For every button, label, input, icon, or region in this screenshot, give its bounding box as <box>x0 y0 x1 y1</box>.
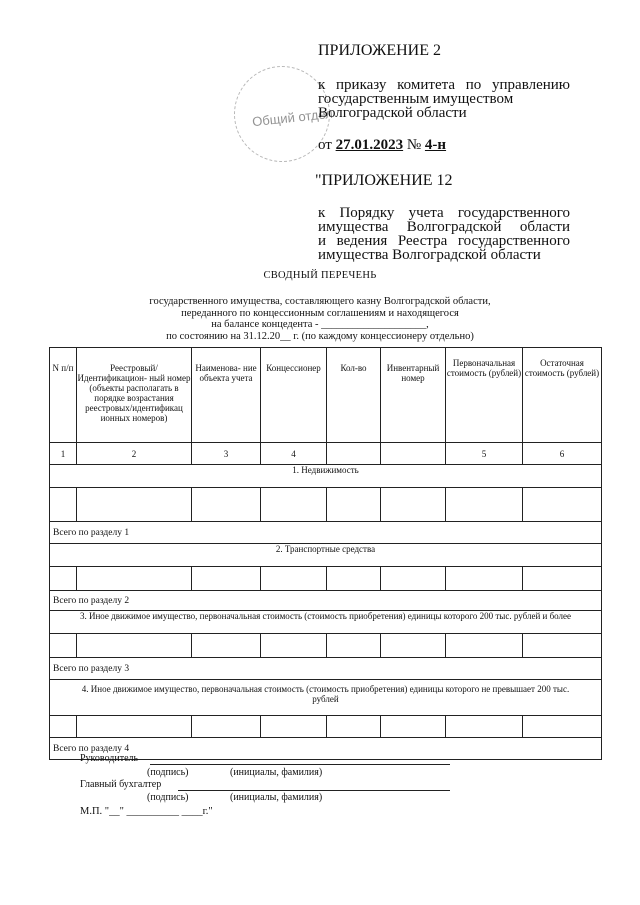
order-line: государственным имуществом <box>318 91 514 107</box>
total-row <box>50 658 602 680</box>
data-row <box>50 634 602 658</box>
head-initials-caption: (инициалы, фамилия) <box>230 767 323 778</box>
col-header-registry-number: Реестровый/ Идентификацион- ный номер (объекты располагать в порядке возрастания реестровых/идентификац ионных номеров) <box>77 348 192 443</box>
procedure-line: к Порядку учета государственного <box>318 205 570 221</box>
procedure-reference <box>318 206 570 262</box>
head-signature-line <box>150 764 450 765</box>
numbers-row <box>50 443 602 465</box>
col-header-initial-cost: Первоначальная стоимость (рублей) <box>446 348 523 443</box>
total-row <box>50 591 602 611</box>
section-title: 3. Иное движимое имущество, первоначальная стоимость (стоимость приобретения) единицы которого 200 тыс. рублей и более <box>50 611 602 634</box>
summary-table <box>49 347 602 760</box>
section-title: 1. Недвижимость <box>50 465 602 488</box>
col-header-concessionaire: Концессионер <box>261 348 327 443</box>
order-number-prefix: № <box>406 137 422 153</box>
col-header-object-name: Наименова- ние объекта учета <box>192 348 261 443</box>
col-number: 4 <box>261 443 327 465</box>
order-date-line <box>318 138 446 152</box>
section-title: 2. Транспортные средства <box>50 544 602 567</box>
stamp-text: Общий отдел <box>251 105 334 130</box>
col-number: 2 <box>77 443 192 465</box>
data-row <box>50 567 602 591</box>
total-row <box>50 522 602 544</box>
subtitle-line: переданного по концессионным соглашениям и находящегося <box>181 307 459 319</box>
procedure-line: имущества Волгоградской области <box>318 219 570 235</box>
order-number: 4-н <box>424 137 447 153</box>
col-number: 1 <box>50 443 77 465</box>
doc-title: СВОДНЫЙ ПЕРЕЧЕНЬ <box>263 270 377 281</box>
section-row <box>50 611 602 634</box>
col-number: 6 <box>523 443 602 465</box>
section-row <box>50 465 602 488</box>
appendix-title: ПРИЛОЖЕНИЕ 2 <box>318 42 442 59</box>
procedure-line: имущества Волгоградской области <box>318 247 541 263</box>
head-signature-caption: (подпись) <box>147 767 189 778</box>
doc-subtitle <box>40 296 600 342</box>
procedure-line: и ведения Реестра государственного <box>318 233 570 249</box>
col-header-index: N п/п <box>50 348 77 443</box>
subtitle-line: на балансе концедента - ____________________, <box>211 319 429 330</box>
section-total: Всего по разделу 4 <box>50 738 602 760</box>
accountant-signature-line <box>178 790 450 791</box>
order-line: к приказу комитета по управлению <box>318 77 570 93</box>
accountant-label: Главный бухгалтер <box>80 779 162 790</box>
order-date: 27.01.2023 <box>335 137 404 153</box>
section-total: Всего по разделу 1 <box>50 522 602 544</box>
subtitle-line: государственного имущества, составляющего казну Волгоградской области, <box>149 296 491 307</box>
order-line: Волгоградской области <box>318 105 467 121</box>
accountant-initials-caption: (инициалы, фамилия) <box>230 792 323 803</box>
col-number: 3 <box>192 443 261 465</box>
section-total: Всего по разделу 2 <box>50 591 602 611</box>
header-row <box>50 348 602 443</box>
section-total: Всего по разделу 3 <box>50 658 602 680</box>
head-label: Руководитель <box>80 753 139 764</box>
subtitle-line: по состоянию на 31.12.20__ г. (по каждому концессионеру отдельно) <box>166 330 474 342</box>
data-row <box>50 488 602 522</box>
section-row <box>50 544 602 567</box>
order-date-prefix: от <box>318 137 332 153</box>
data-row <box>50 716 602 738</box>
order-reference <box>318 78 570 120</box>
stamp-date-line: М.П. "__" __________ ____г." <box>80 806 213 817</box>
section-row <box>50 680 602 716</box>
col-number <box>381 443 446 465</box>
section-title: 4. Иное движимое имущество, первоначальная стоимость (стоимость приобретения) единицы которого не превышает 200 тыс. рублей <box>50 680 602 716</box>
accountant-signature-caption: (подпись) <box>147 792 189 803</box>
col-header-inventory-number: Инвентарный номер <box>381 348 446 443</box>
col-number: 5 <box>446 443 523 465</box>
col-header-quantity: Кол-во <box>327 348 381 443</box>
col-header-residual-cost: Остаточная стоимость (рублей) <box>523 348 602 443</box>
col-number <box>327 443 381 465</box>
appendix12-title: "ПРИЛОЖЕНИЕ 12 <box>315 172 453 189</box>
